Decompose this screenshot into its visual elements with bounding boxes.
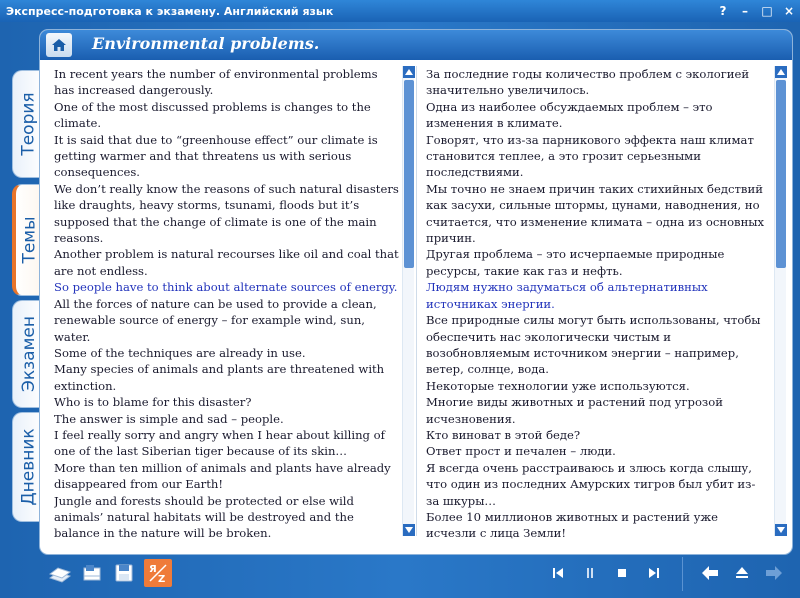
scroll-up-arrow-icon[interactable] — [775, 66, 787, 78]
russian-text-column — [426, 66, 766, 542]
tab-exam-label: Экзамен — [18, 316, 39, 392]
skip-back-icon — [551, 566, 565, 580]
sentence: Другая проблема – это исчерпаемые природные ресурсы, такие как газ и нефть. — [426, 247, 725, 278]
notebook-button[interactable] — [78, 559, 106, 587]
sentence: Я всегда очень расстраиваюсь и злюсь когда слышу, что один из последних Амурских тигров был убит из-за шкуры… — [426, 460, 756, 508]
maximize-button[interactable]: □ — [761, 4, 773, 18]
sentence: Некоторые технологии уже используются. — [426, 378, 690, 393]
book-icon — [48, 562, 72, 584]
title-bar — [0, 0, 800, 22]
column-divider — [416, 66, 417, 536]
back-button[interactable] — [696, 559, 724, 587]
sentence: Мы точно не знаем причин таких стихийных бедствий как засухи, сильные штормы, цунами, наводнения, но считается, что изменение климата – одна из основных причин. — [426, 181, 765, 246]
home-icon — [51, 37, 67, 53]
book-button[interactable] — [46, 559, 74, 587]
sentence: Многие виды животных и растений под угрозой исчезновения. — [426, 395, 723, 426]
notebook-icon — [80, 562, 104, 584]
sort-az-button[interactable] — [144, 559, 172, 587]
sentence: Говорят, что из-за парникового эффекта наш климат становится теплее, а это грозит серьезными последствиями. — [426, 132, 754, 180]
skip-back-button[interactable] — [544, 559, 572, 587]
svg-text:Z: Z — [158, 574, 166, 585]
sentence: Another problem is natural recourses like oil and coal that are not endless. — [54, 247, 399, 278]
minimize-button[interactable]: – — [742, 4, 748, 18]
close-button[interactable]: × — [783, 4, 795, 18]
scroll-up-arrow-icon[interactable] — [403, 66, 415, 78]
home-button[interactable] — [46, 33, 72, 57]
app-frame — [0, 22, 800, 598]
sentence: Одна из наиболее обсуждаемых проблем – это изменения в климате. — [426, 99, 713, 131]
stop-icon — [615, 566, 629, 580]
tab-theory-label: Теория — [18, 92, 39, 156]
arrow-left-icon — [701, 565, 719, 581]
scroll-down-arrow-icon[interactable] — [775, 524, 787, 536]
save-icon — [113, 562, 135, 584]
toolbar-separator — [682, 557, 683, 591]
page-title: Environmental problems. — [92, 34, 320, 53]
scroll-down-arrow-icon[interactable] — [403, 524, 415, 536]
english-text-column — [54, 66, 400, 542]
sentence: So people have to think about alternate sources of energy. — [54, 280, 398, 295]
stop-button[interactable] — [608, 559, 636, 587]
sentence: In recent years the number of environmental problems has increased dangerously. — [54, 67, 378, 98]
eject-button[interactable] — [728, 559, 756, 587]
scroll-thumb[interactable] — [776, 80, 786, 268]
sentence: Who is to blame for this disaster? — [54, 395, 252, 410]
arrow-right-icon — [765, 565, 783, 581]
tab-topics-label: Темы — [20, 216, 40, 264]
eject-icon — [734, 565, 750, 581]
help-button[interactable]: ? — [719, 4, 727, 18]
pause-icon — [583, 566, 597, 580]
scroll-thumb[interactable] — [404, 80, 414, 268]
forward-button[interactable] — [760, 559, 788, 587]
sentence: All the forces of nature can be used to provide a clean, renewable source of energy – for example wind, sun, water. — [54, 296, 377, 344]
sentence: Ответ прост и печален – люди. — [426, 444, 616, 459]
sentence: Кто виноват в этой беде? — [426, 427, 581, 442]
sentence: Many species of animals and plants are threatened with extinction. — [54, 362, 385, 393]
sentence: One of the most discussed problems is changes to the climate. — [54, 99, 371, 131]
panel-header — [40, 30, 792, 60]
sentence: We don’t really know the reasons of such natural disasters like draughts, heavy storms, tsunami, floods but it’s supposed that the change of climate is one of the main reasons. — [54, 181, 399, 246]
sentence: I feel really sorry and angry when I hear about killing of one of the last Siberian tiger because of its skin… — [54, 427, 385, 459]
sort-az-icon — [146, 561, 170, 585]
sentence: Людям нужно задуматься об альтернативных источниках энергии. — [426, 280, 708, 311]
sentence: It is said that due to “greenhouse effect” our climate is getting warmer and that threatens us with serious consequences. — [54, 132, 378, 180]
content-panel — [40, 30, 792, 554]
sentence: Some of the techniques are already in use. — [54, 345, 306, 360]
bottom-toolbar — [40, 555, 792, 595]
tab-diary-label: Дневник — [18, 428, 39, 506]
english-scrollbar[interactable] — [402, 66, 414, 536]
russian-scrollbar[interactable] — [774, 66, 786, 536]
skip-forward-button[interactable] — [640, 559, 668, 587]
sentence: Jungle and forests should be protected or else wild animals’ natural habitats will be destroyed and the balance in the nature will be broken. — [54, 493, 354, 541]
sentence: The answer is simple and sad – people. — [54, 411, 284, 426]
window-title: Экспресс-подготовка к экзамену. Английский язык — [6, 4, 334, 18]
sentence: Все природные силы могут быть использованы, чтобы обеспечить нас экологически чистым и возобновляемым источником энергии – например, ветер, солнце, вода. — [426, 313, 761, 377]
save-button[interactable] — [110, 559, 138, 587]
pause-button[interactable] — [576, 559, 604, 587]
sentence: Более 10 миллионов животных и растений уже исчезли с лица Земли! — [426, 509, 719, 541]
sentence: За последние годы количество проблем с экологией значительно увеличилось. — [426, 67, 750, 98]
svg-text:Я: Я — [149, 564, 157, 575]
sentence: More than ten million of animals and plants have already disappeared from our Earth! — [54, 460, 391, 492]
skip-forward-icon — [647, 566, 661, 580]
